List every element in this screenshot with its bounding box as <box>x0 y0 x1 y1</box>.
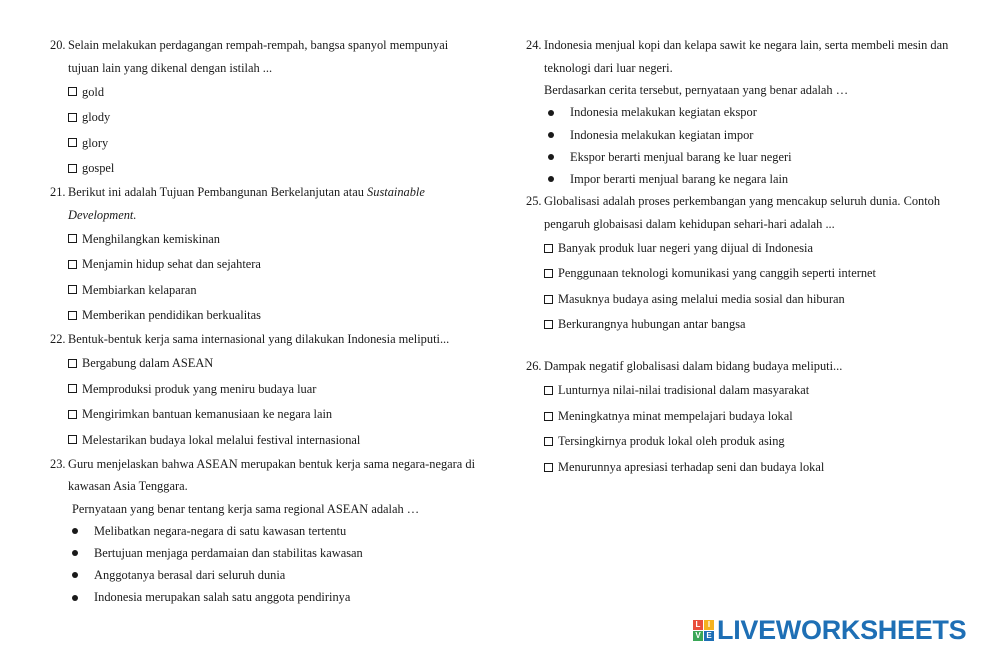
bullet-label: Indonesia melakukan kegiatan ekspor <box>570 105 757 120</box>
checkbox-icon[interactable] <box>544 386 553 395</box>
left-column <box>50 34 510 609</box>
checkbox-option[interactable] <box>68 252 510 278</box>
option-label: Bergabung dalam ASEAN <box>82 356 214 370</box>
question-intro: Pernyataan yang benar tentang kerja sama regional ASEAN adalah … <box>72 501 420 516</box>
bullet-icon <box>548 132 554 138</box>
bullet-icon <box>548 176 554 182</box>
question-number: 23. <box>50 456 66 471</box>
question-text: Indonesia menjual kopi dan kelapa sawit ke negara lain, serta membeli mesin dan <box>544 38 949 52</box>
checkbox-option[interactable] <box>544 235 976 261</box>
option-label: Penggunaan teknologi komunikasi yang canggih seperti internet <box>558 266 876 281</box>
question-intro: Berdasarkan cerita tersebut, pernyataan yang benar adalah … <box>544 83 849 97</box>
question-24 <box>526 34 976 79</box>
bullet-icon <box>72 595 78 601</box>
option-label: glody <box>82 110 111 124</box>
spacer <box>526 337 976 355</box>
checkbox-icon[interactable] <box>68 87 77 96</box>
checkbox-icon[interactable] <box>68 359 77 368</box>
checkbox-option[interactable] <box>544 312 976 338</box>
question-text: pengaruh globaisasi dalam kehidupan sehari-hari adalah ... <box>544 216 835 231</box>
question-number: 22. <box>50 332 66 346</box>
option-label: Menurunnya apresiasi terhadap seni dan budaya lokal <box>558 459 825 474</box>
checkbox-icon[interactable] <box>544 269 553 278</box>
checkbox-option[interactable] <box>68 303 510 329</box>
logo-mark-letter: V <box>693 631 703 641</box>
question-text-part: Berikut ini adalah Tujuan Pembangunan Berkelanjutan atau <box>68 185 368 199</box>
option-label: Memproduksi produk yang meniru budaya luar <box>82 381 317 396</box>
bullet-item <box>72 520 510 542</box>
question-text: Selain melakukan perdagangan rempah-rempah, bangsa spanyol mempunyai <box>68 38 449 52</box>
checkbox-option[interactable] <box>68 130 510 156</box>
checkbox-option[interactable] <box>68 351 510 377</box>
liveworksheets-logo[interactable] <box>693 614 966 646</box>
bullet-icon <box>548 110 554 116</box>
checkbox-option[interactable] <box>68 277 510 303</box>
checkbox-option[interactable] <box>544 378 976 404</box>
checkbox-option[interactable] <box>544 454 976 480</box>
checkbox-option[interactable] <box>544 429 976 455</box>
option-label: Masuknya budaya asing melalui media sosial dan hiburan <box>558 291 845 306</box>
question-text-italic: Sustainable <box>367 185 425 199</box>
logo-mark-letter: I <box>704 620 714 630</box>
logo-mark-letter: L <box>693 620 703 630</box>
question-text: Bentuk-bentuk kerja sama internasional yang dilakukan Indonesia meliputi... <box>68 332 450 346</box>
question-number: 24. <box>526 38 542 52</box>
checkbox-option[interactable] <box>68 376 510 402</box>
checkbox-icon[interactable] <box>68 234 77 243</box>
checkbox-option[interactable] <box>68 156 510 182</box>
bullet-item <box>72 587 510 609</box>
bullet-item <box>548 124 976 146</box>
question-text: Dampak negatif globalisasi dalam bidang budaya meliputi... <box>544 359 843 374</box>
checkbox-option[interactable] <box>68 226 510 252</box>
checkbox-icon[interactable] <box>68 384 77 393</box>
option-label: Memberikan pendidikan berkualitas <box>82 308 261 322</box>
option-label: Meningkatnya minat mempelajari budaya lokal <box>558 408 793 423</box>
bullet-item <box>72 564 510 586</box>
checkbox-icon[interactable] <box>68 164 77 173</box>
checkbox-option[interactable] <box>68 402 510 428</box>
checkbox-icon[interactable] <box>68 138 77 147</box>
checkbox-icon[interactable] <box>68 113 77 122</box>
option-label: Menghilangkan kemiskinan <box>82 231 220 246</box>
bullet-label: Bertujuan menjaga perdamaian dan stabilitas kawasan <box>94 546 363 561</box>
logo-mark-letter: E <box>704 631 714 641</box>
question-23 <box>50 453 510 498</box>
checkbox-icon[interactable] <box>544 412 553 421</box>
question-text-italic: Development. <box>68 207 137 222</box>
option-label: gold <box>82 84 105 99</box>
checkbox-option[interactable] <box>68 79 510 105</box>
question-number: 26. <box>526 359 542 374</box>
question-25 <box>526 190 976 235</box>
checkbox-icon[interactable] <box>68 311 77 320</box>
bullet-label: Impor berarti menjual barang ke negara lain <box>570 171 789 186</box>
bullet-label: Anggotanya berasal dari seluruh dunia <box>94 568 286 583</box>
option-label: Lunturnya nilai-nilai tradisional dalam masyarakat <box>558 383 810 398</box>
right-column <box>526 34 976 480</box>
option-label: Mengirimkan bantuan kemanusiaan ke negara lain <box>82 407 333 421</box>
option-label: Melestarikan budaya lokal melalui festival internasional <box>82 432 361 447</box>
bullet-label: Melibatkan negara-negara di satu kawasan tertentu <box>94 523 347 538</box>
option-label: Banyak produk luar negeri yang dijual di Indonesia <box>558 240 813 255</box>
checkbox-icon[interactable] <box>68 410 77 419</box>
option-label: gospel <box>82 161 115 175</box>
option-label: Tersingkirnya produk lokal oleh produk asing <box>558 434 785 449</box>
checkbox-option[interactable] <box>544 286 976 312</box>
question-text: tujuan lain yang dikenal dengan istilah ... <box>68 60 273 75</box>
checkbox-icon[interactable] <box>544 437 553 446</box>
checkbox-icon[interactable] <box>544 463 553 472</box>
question-text: Guru menjelaskan bahwa ASEAN merupakan bentuk kerja sama negara-negara di <box>68 456 476 471</box>
bullet-icon <box>72 572 78 578</box>
question-text: kawasan Asia Tenggara. <box>68 479 188 493</box>
question-text: Globalisasi adalah proses perkembangan yang mencakup seluruh dunia. Contoh <box>544 194 941 209</box>
question-20 <box>50 34 510 79</box>
checkbox-option[interactable] <box>68 427 510 453</box>
question-number: 20. <box>50 38 66 52</box>
logo-mark-icon <box>693 620 714 641</box>
bullet-item <box>548 102 976 124</box>
bullet-item <box>548 168 976 190</box>
bullet-icon <box>72 528 78 534</box>
option-label: Berkurangnya hubungan antar bangsa <box>558 317 746 332</box>
question-21 <box>50 181 510 226</box>
bullet-label: Ekspor berarti menjual barang ke luar negeri <box>570 149 792 164</box>
question-number: 21. <box>50 185 66 199</box>
bullet-label: Indonesia melakukan kegiatan impor <box>570 127 754 142</box>
logo-text: LIVEWORKSHEETS <box>717 614 967 645</box>
question-number: 25. <box>526 194 542 209</box>
option-label: glory <box>82 135 109 150</box>
checkbox-icon[interactable] <box>68 435 77 444</box>
option-label: Menjamin hidup sehat dan sejahtera <box>82 257 261 271</box>
checkbox-icon[interactable] <box>544 320 553 329</box>
bullet-item <box>548 146 976 168</box>
question-text: teknologi dari luar negeri. <box>544 60 673 75</box>
bullet-label: Indonesia merupakan salah satu anggota pendirinya <box>94 590 351 605</box>
question-text <box>68 181 510 204</box>
question-26 <box>526 355 976 378</box>
checkbox-option[interactable] <box>68 105 510 131</box>
option-label: Membiarkan kelaparan <box>82 282 197 297</box>
checkbox-icon[interactable] <box>68 285 77 294</box>
checkbox-option[interactable] <box>544 261 976 287</box>
checkbox-icon[interactable] <box>544 295 553 304</box>
bullet-icon <box>548 154 554 160</box>
question-22 <box>50 328 510 351</box>
checkbox-option[interactable] <box>544 403 976 429</box>
bullet-icon <box>72 550 78 556</box>
bullet-item <box>72 542 510 564</box>
checkbox-icon[interactable] <box>544 244 553 253</box>
checkbox-icon[interactable] <box>68 260 77 269</box>
